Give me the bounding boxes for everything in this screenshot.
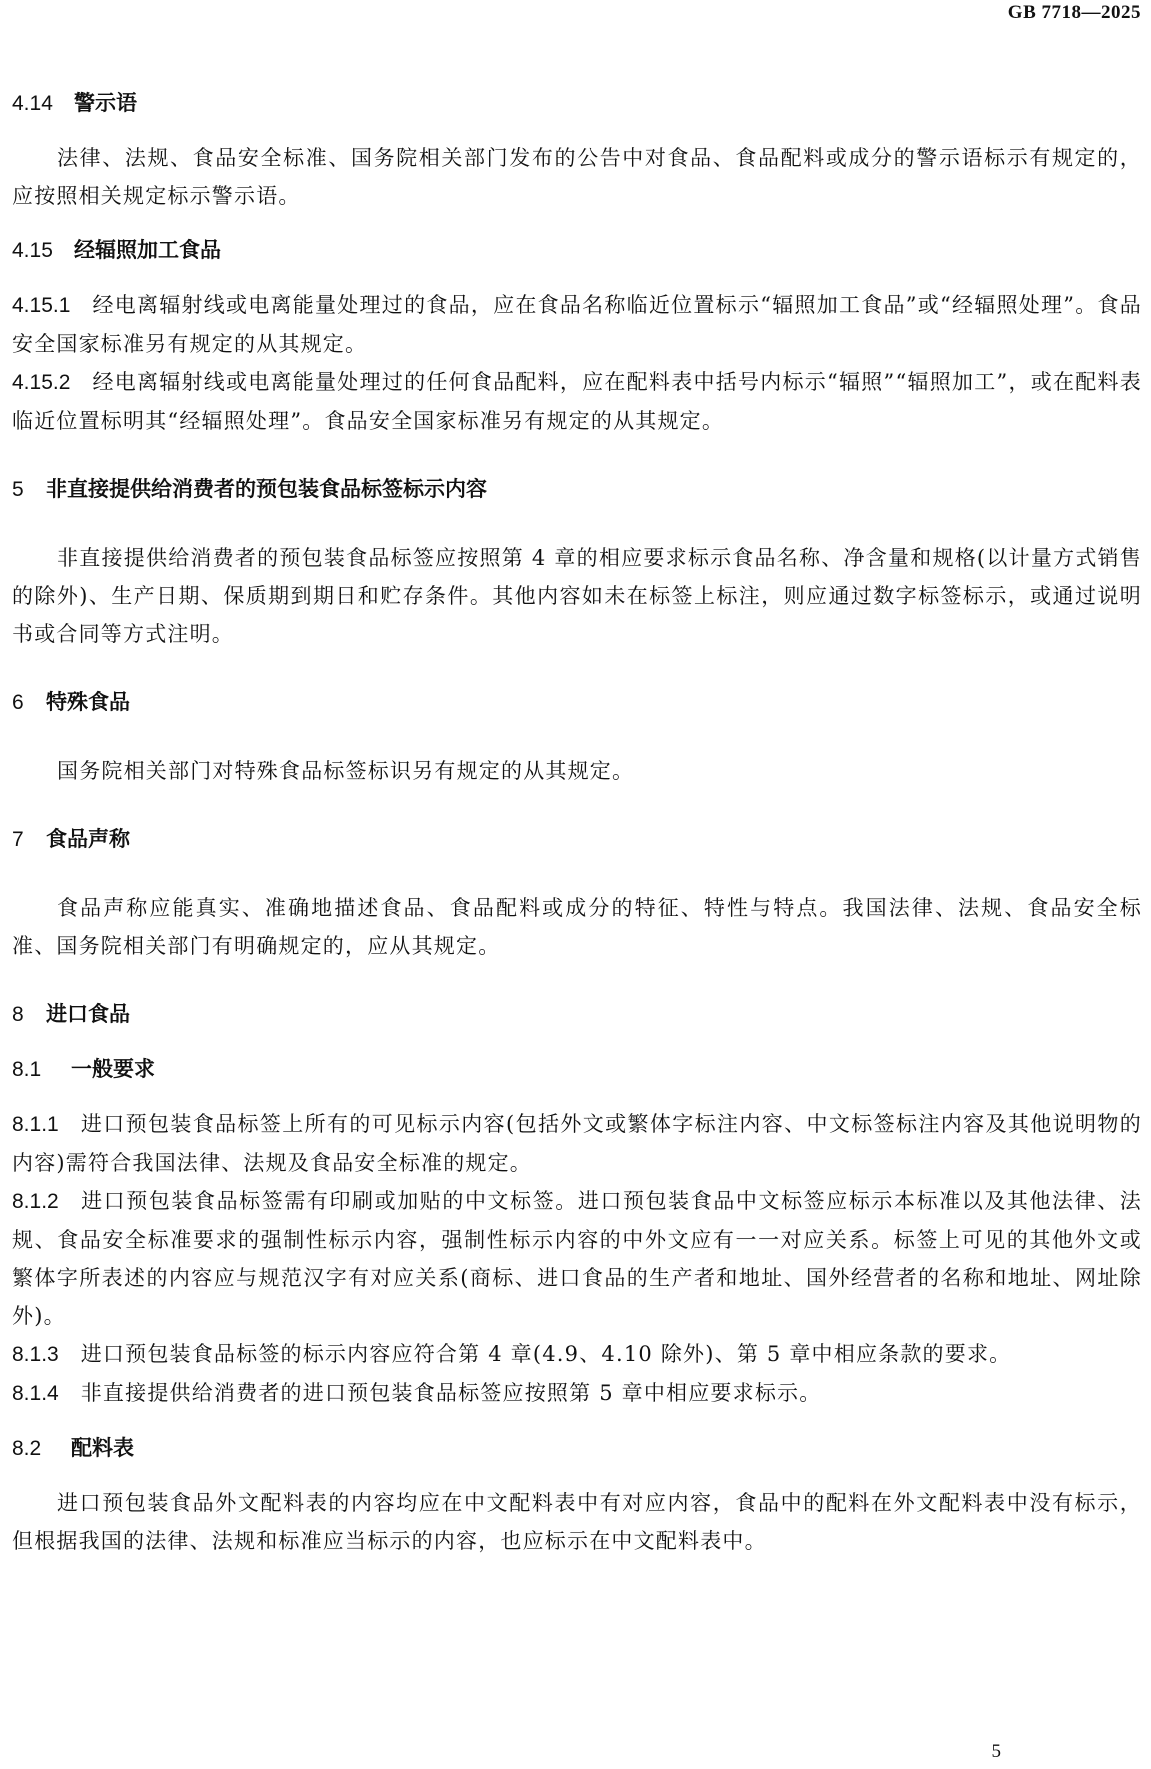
clause-text: 非直接提供给消费者的进口预包装食品标签应按照第 5 章中相应要求标示。 xyxy=(80,1381,822,1405)
section-heading-4-14 xyxy=(12,84,1142,123)
clause-8-1-4 xyxy=(12,1374,1142,1413)
standard-code-header: GB 7718—2025 xyxy=(1007,2,1141,23)
chapter-paragraph-7: 食品声称应能真实、准确地描述食品、食品配料或成分的特征、特性与特点。我国法律、法规、食品安全标准、国务院相关部门有明确规定的，应从其规定。 xyxy=(12,896,1142,958)
clause-text: 经电离辐射线或电离能量处理过的食品，应在食品名称临近位置标示“辐照加工食品”或“经辐照处理”。食品安全国家标准另有规定的从其规定。 xyxy=(12,293,1142,356)
clause-text: 经电离辐射线或电离能量处理过的任何食品配料，应在配料表中括号内标示“辐照”“辐照加工”，或在配料表临近位置标明其“经辐照处理”。食品安全国家标准另有规定的从其规定。 xyxy=(12,370,1142,433)
section-number: 4.15 xyxy=(12,239,53,262)
clause-text: 进口预包装食品标签需有印刷或加贴的中文标签。进口预包装食品中文标签应标示本标准以及其他法律、法规、食品安全标准要求的强制性标示内容，强制性标示内容的中外文应有一一对应关系。标签上可见的其他外文或繁体字所表述的内容应与规范汉字有对应关系(商标、进口食品的生产者和地址、国外经营者的名称和地址、网址除外)。 xyxy=(12,1189,1142,1328)
chapter-paragraph-6: 国务院相关部门对特殊食品标签标识另有规定的从其规定。 xyxy=(57,759,635,783)
section-paragraph-8-2: 进口预包装食品外文配料表的内容均应在中文配料表中有对应内容，食品中的配料在外文配料表中没有标示，但根据我国的法律、法规和标准应当标示的内容，也应标示在中文配料表中。 xyxy=(12,1491,1142,1553)
clause-text: 进口预包装食品标签上所有的可见标示内容(包括外文或繁体字标注内容、中文标签标注内容及其他说明物的内容)需符合我国法律、法规及食品安全标准的规定。 xyxy=(12,1112,1142,1175)
clause-8-1-1 xyxy=(12,1105,1142,1182)
section-heading-8-1 xyxy=(12,1050,1142,1089)
section-title: 一般要求 xyxy=(71,1057,155,1081)
clause-number: 4.15.1 xyxy=(12,294,71,317)
section-title: 警示语 xyxy=(74,91,137,115)
section-number: 8.2 xyxy=(12,1437,42,1460)
section-number: 4.14 xyxy=(12,92,53,115)
clause-8-1-3 xyxy=(12,1335,1142,1374)
chapter-heading-6 xyxy=(12,683,1142,722)
section-paragraph-4-14: 法律、法规、食品安全标准、国务院相关部门发布的公告中对食品、食品配料或成分的警示语标示有规定的，应按照相关规定标示警示语。 xyxy=(12,146,1142,208)
chapter-title: 特殊食品 xyxy=(46,690,130,714)
clause-4-15-1 xyxy=(12,286,1142,363)
section-heading-8-2 xyxy=(12,1429,1142,1468)
section-title: 经辐照加工食品 xyxy=(74,238,221,262)
chapter-paragraph-5: 非直接提供给消费者的预包装食品标签应按照第 4 章的相应要求标示食品名称、净含量和规格(以计量方式销售的除外)、生产日期、保质期到期日和贮存条件。其他内容如未在标签上标注，则应通过数字标签标示，或通过说明书或合同等方式注明。 xyxy=(12,546,1142,646)
chapter-heading-8 xyxy=(12,995,1142,1034)
clause-number: 8.1.4 xyxy=(12,1382,59,1405)
section-number: 8.1 xyxy=(12,1058,42,1081)
document-body xyxy=(12,84,1142,1560)
section-title: 配料表 xyxy=(71,1436,134,1460)
page-number: 5 xyxy=(991,1741,1001,1762)
chapter-title: 非直接提供给消费者的预包装食品标签标示内容 xyxy=(46,477,487,501)
clause-4-15-2 xyxy=(12,363,1142,440)
chapter-heading-5 xyxy=(12,470,1142,509)
section-heading-4-15 xyxy=(12,231,1142,270)
clause-number: 4.15.2 xyxy=(12,371,71,394)
clause-8-1-2 xyxy=(12,1182,1142,1335)
chapter-heading-7 xyxy=(12,820,1142,859)
clause-number: 8.1.1 xyxy=(12,1113,59,1136)
clause-number: 8.1.2 xyxy=(12,1190,59,1213)
chapter-number: 8 xyxy=(12,1003,24,1026)
chapter-number: 6 xyxy=(12,691,24,714)
clause-number: 8.1.3 xyxy=(12,1343,59,1366)
chapter-title: 进口食品 xyxy=(46,1002,130,1026)
clause-text: 进口预包装食品标签的标示内容应符合第 4 章(4.9、4.10 除外)、第 5 章中相应条款的要求。 xyxy=(80,1342,1012,1366)
chapter-number: 7 xyxy=(12,828,24,851)
chapter-title: 食品声称 xyxy=(46,827,130,851)
chapter-number: 5 xyxy=(12,478,24,501)
